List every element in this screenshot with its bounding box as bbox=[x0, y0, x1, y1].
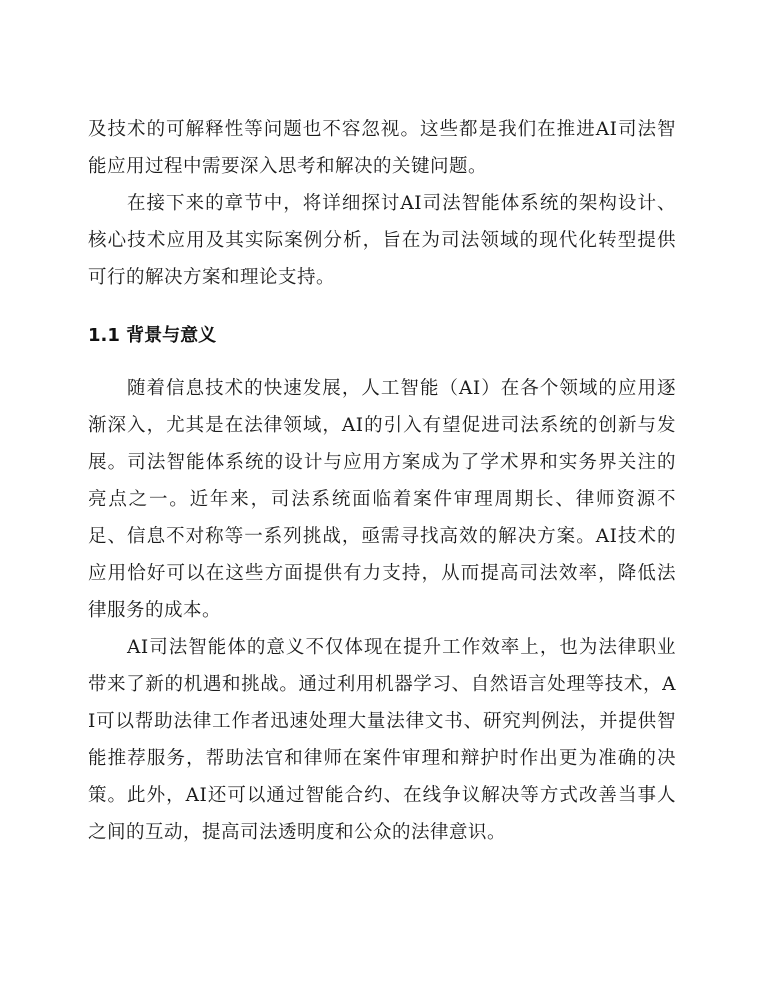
paragraph-continuation: 及技术的可解释性等问题也不容忽视。这些都是我们在推进AI司法智能应用过程中需要深入思考和解决的关键问题。 bbox=[88, 119, 676, 177]
paragraph-significance: AI司法智能体的意义不仅体现在提升工作效率上，也为法律职业带来了新的机遇和挑战。通过利用机器学习、自然语言处理等技术，AI可以帮助法律工作者迅速处理大量法律文书、研究判例法，并提供智能推荐服务，帮助法官和律师在案件审理和辩护时作出更为准确的决策。此外，AI还可以通过智能合约、在线争议解决等方式改善当事人之间的互动，提高司法透明度和公众的法律意识。 bbox=[88, 637, 676, 843]
paragraph-background: 随着信息技术的快速发展，人工智能（AI）在各个领域的应用逐渐深入，尤其是在法律领域，AI的引入有望促进司法系统的创新与发展。司法智能体系统的设计与应用方案成为了学术界和实务界关注的亮点之一。近年来，司法系统面临着案件审理周期长、律师资源不足、信息不对称等一系列挑战，亟需寻找高效的解决方案。AI技术的应用恰好可以在这些方面提供有力支持，从而提高司法效率，降低法律服务的成本。 bbox=[88, 378, 676, 621]
section-heading: 1.1 背景与意义 bbox=[88, 325, 217, 346]
paragraph-chapter-overview: 在接下来的章节中，将详细探讨AI司法智能体系统的架构设计、核心技术应用及其实际案例分析，旨在为司法领域的现代化转型提供可行的解决方案和理论支持。 bbox=[88, 193, 676, 288]
